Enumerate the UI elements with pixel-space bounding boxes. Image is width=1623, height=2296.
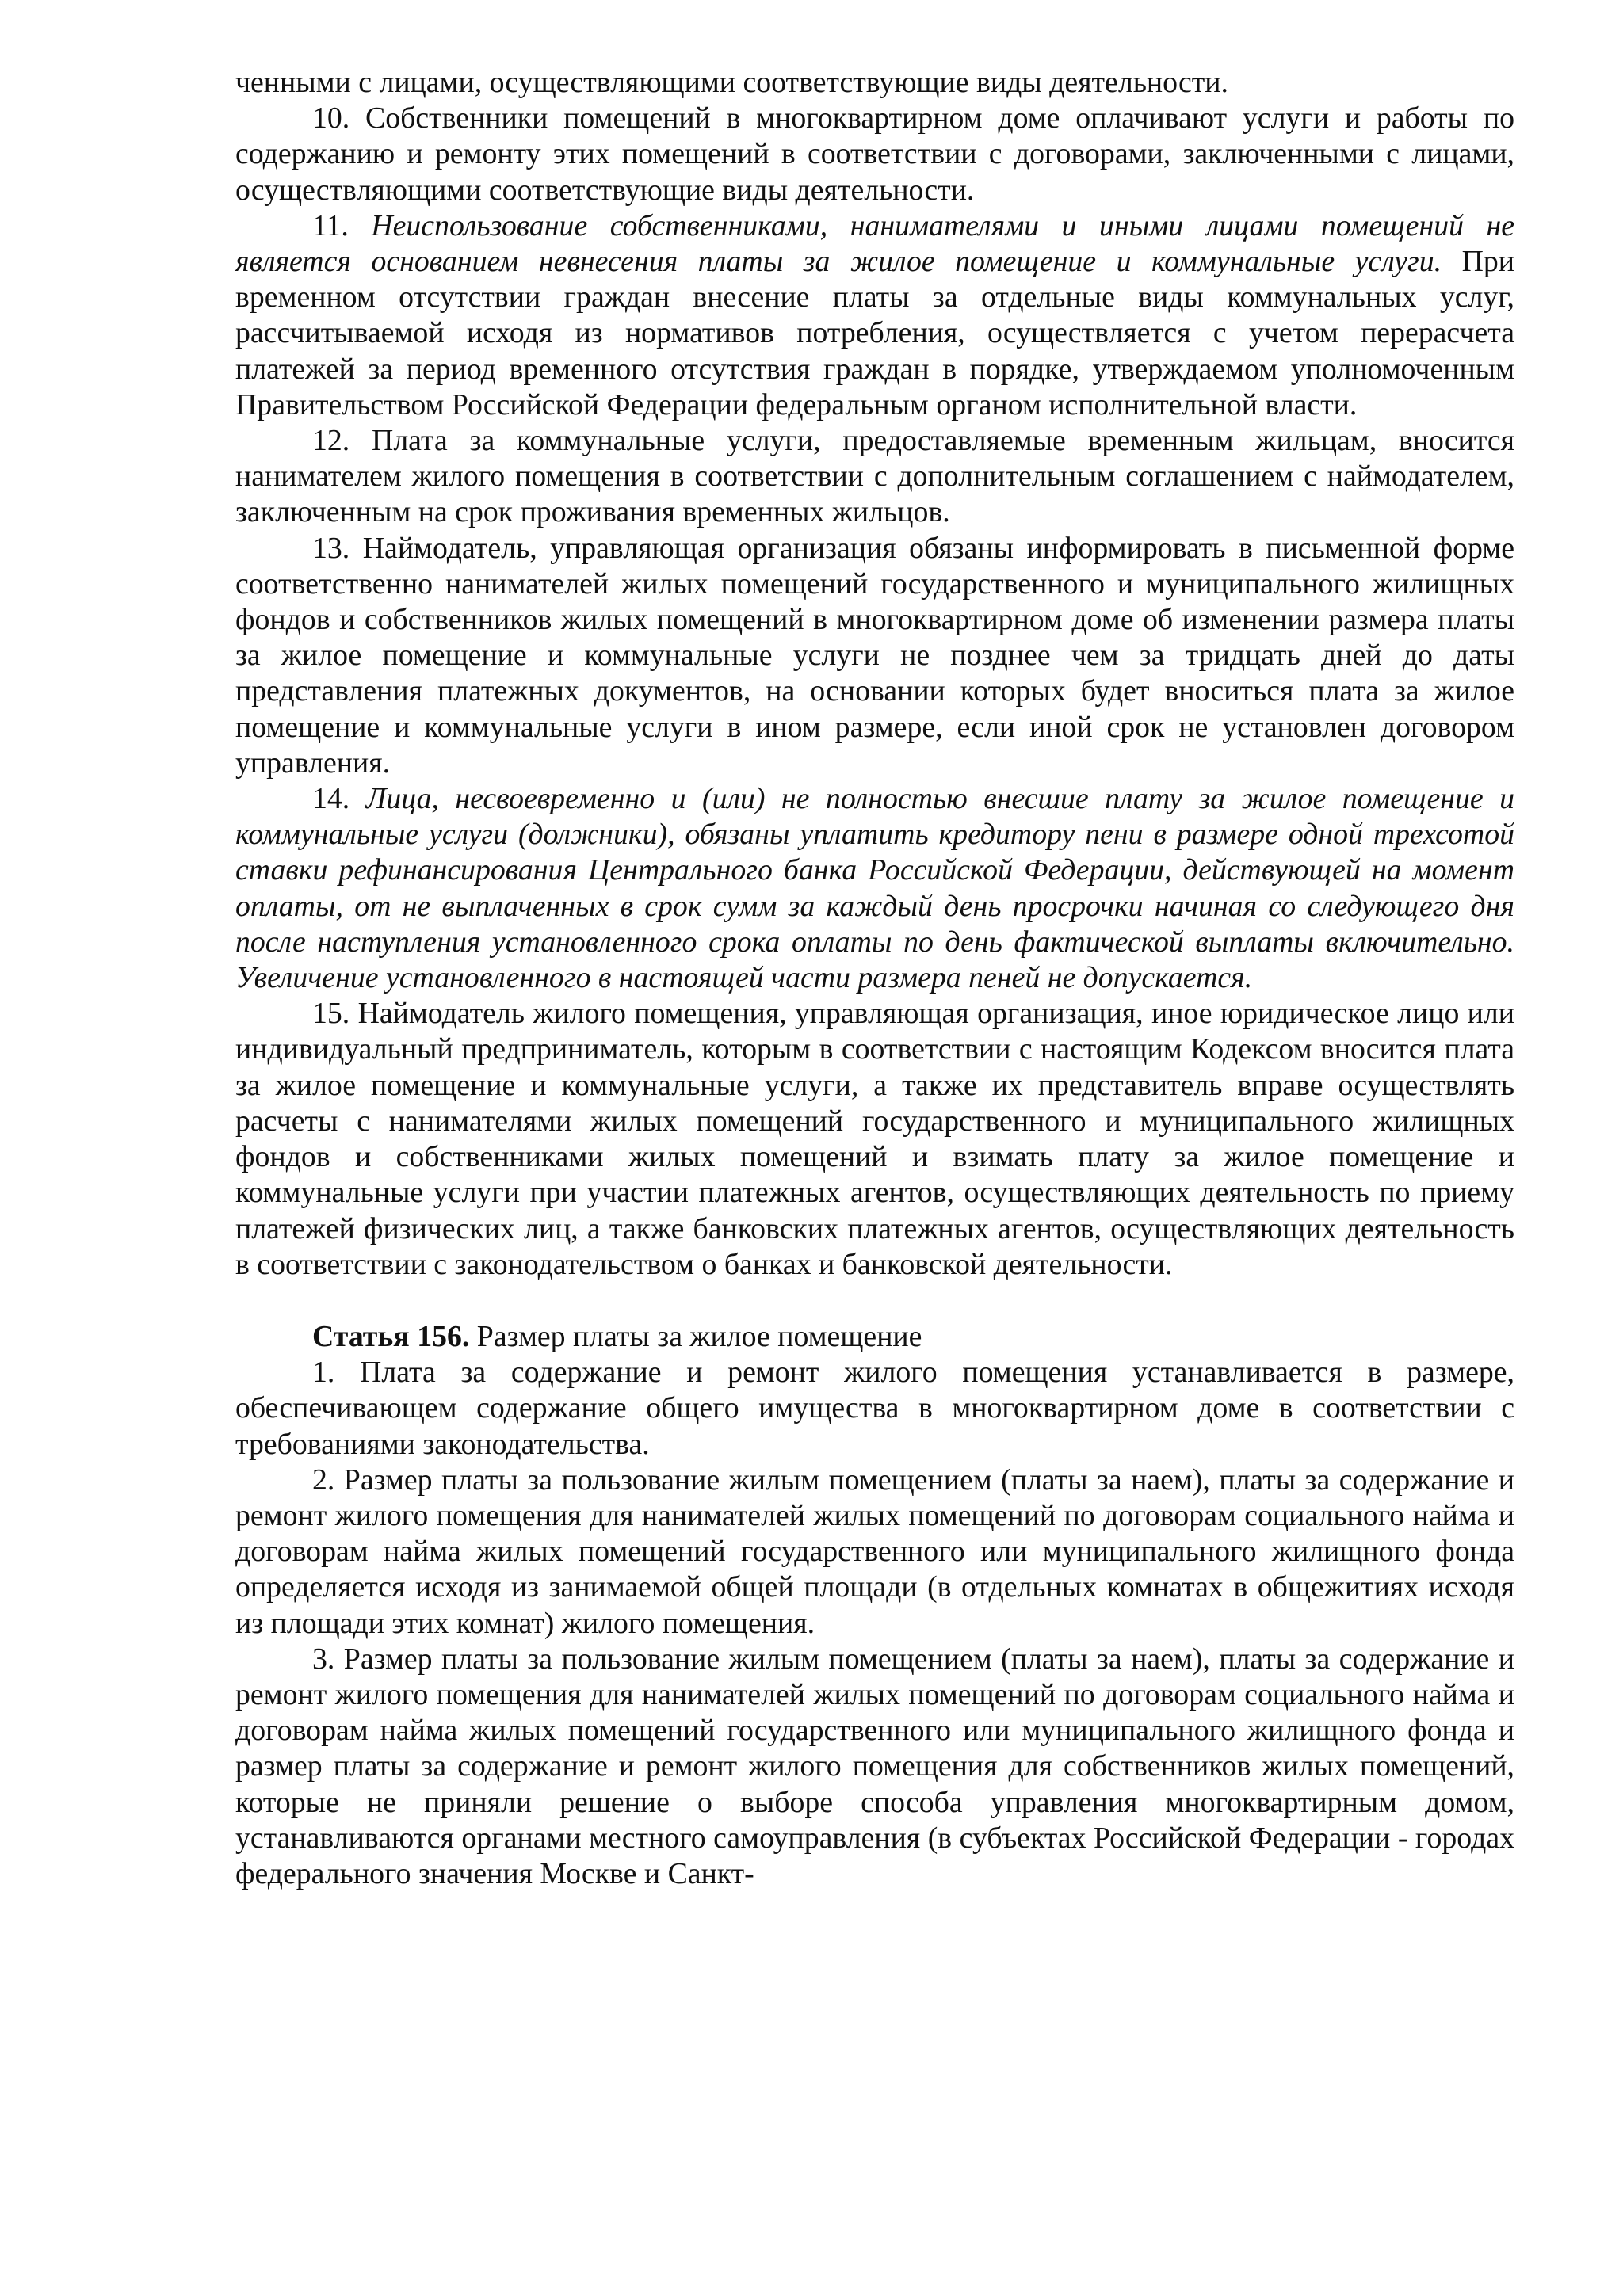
paragraph-15 <box>235 996 1514 1283</box>
paragraph-11 <box>235 208 1514 423</box>
paragraph-13 <box>235 531 1514 781</box>
paragraph-11-italic-text: Неиспользование собственниками, нанимателями и иными лицами помещений не является основанием невнесения платы за жилое помещение и коммунальные услуги. <box>235 208 1514 279</box>
paragraph-10 <box>235 101 1514 208</box>
continuation-line <box>235 65 1514 101</box>
article-156-part-1 <box>235 1355 1514 1463</box>
paragraph-11-number: 11. <box>312 208 372 242</box>
paragraph-14 <box>235 781 1514 996</box>
article-156-heading <box>235 1319 1514 1355</box>
paragraph-12-text: 12. Плата за коммунальные услуги, предоставляемые временным жильцам, вносится нанимателем жилого помещения в соответствии с дополнительным соглашением с наймодателем, заключенным на срок проживания временных жильцов. <box>235 424 1514 529</box>
paragraph-10-text: 10. Собственники помещений в многоквартирном доме оплачивают услуги и работы по содержанию и ремонту этих помещений в соответствии с договорами, заключенными с лицами, осуществляющими соответствующие виды деятельности. <box>235 101 1514 207</box>
continuation-text: ченными с лицами, осуществляющими соответствующие виды деятельности. <box>235 66 1228 99</box>
article-156-label: Статья 156. <box>312 1319 470 1353</box>
article-156-part-1-text: 1. Плата за содержание и ремонт жилого помещения устанавливается в размере, обеспечивающем содержание общего имущества в многоквартирном доме в соответствии с требованиями законодательства. <box>235 1356 1514 1461</box>
article-156-part-3 <box>235 1642 1514 1892</box>
article-156-part-2-text: 2. Размер платы за пользование жилым помещением (платы за наем), платы за содержание и ремонт жилого помещения для нанимателей жилых помещений по договорам социального найма и договорам найма жилых помещений государственного или муниципального жилищного фонда определяется исходя из занимаемой общей площади (в отдельных комнатах в общежитиях исходя из площади этих комнат) жилого помещения. <box>235 1463 1514 1640</box>
article-156-part-3-text: 3. Размер платы за пользование жилым помещением (платы за наем), платы за содержание и ремонт жилого помещения для нанимателей жилых помещений по договорам социального найма и договорам найма жилых помещений государственного или муниципального жилищного фонда и размер платы за содержание и ремонт жилого помещения для собственников жилых помещений, которые не приняли решение о выборе способа управления многоквартирным домом, устанавливаются органами местного самоуправления (в субъектах Российской Федерации - городах федерального значения Москве и Санкт- <box>235 1642 1514 1890</box>
section-spacer <box>235 1283 1514 1319</box>
paragraph-14-italic-text: Лица, несвоевременно и (или) не полностью внесшие плату за жилое помещение и коммунальные услуги (должники), обязаны уплатить кредитору пени в размере одной трехсотой ставки рефинансирования Центрального банка Российской Федерации, действующей на момент оплаты, от не выплаченных в срок сумм за каждый день просрочки начиная со следующего дня после наступления установленного срока оплаты по день фактической выплаты включительно. Увеличение установленного в настоящей части размера пеней не допускается. <box>235 782 1515 995</box>
document-body <box>235 65 1514 1892</box>
paragraph-14-number: 14. <box>312 782 366 816</box>
article-156-title: Размер платы за жилое помещение <box>469 1319 922 1353</box>
paragraph-12 <box>235 423 1514 531</box>
paragraph-11-text: При временном отсутствии граждан внесение платы за отдельные виды коммунальных услуг, рассчитываемой исходя из нормативов потребления, осуществляется с учетом перерасчета платежей за период временного отсутствия граждан в порядке, утверждаемом уполномоченным Правительством Российской Федерации федеральным органом исполнительной власти. <box>235 245 1514 421</box>
paragraph-15-text: 15. Наймодатель жилого помещения, управляющая организация, иное юридическое лицо или индивидуальный предприниматель, которым в соответствии с настоящим Кодексом вносится плата за жилое помещение и коммунальные услуги, а также их представитель вправе осуществлять расчеты с нанимателями жилых помещений государственного и муниципального жилищных фондов и собственниками жилых помещений и взимать плату за жилое помещение и коммунальные услуги при участии платежных агентов, осуществляющих деятельность по приему платежей физических лиц, а также банковских платежных агентов, осуществляющих деятельность в соответствии с законодательством о банках и банковской деятельности. <box>235 997 1514 1281</box>
article-156-part-2 <box>235 1463 1514 1642</box>
paragraph-13-text: 13. Наймодатель, управляющая организация обязаны информировать в письменной форме соответственно нанимателей жилых помещений государственного и муниципального жилищных фондов и собственников жилых помещений в многоквартирном доме об изменении размера платы за жилое помещение и коммунальные услуги не позднее чем за тридцать дней до даты представления платежных документов, на основании которых будет вноситься плата за жилое помещение и коммунальные услуги в ином размере, если иной срок не установлен договором управления. <box>235 531 1514 780</box>
